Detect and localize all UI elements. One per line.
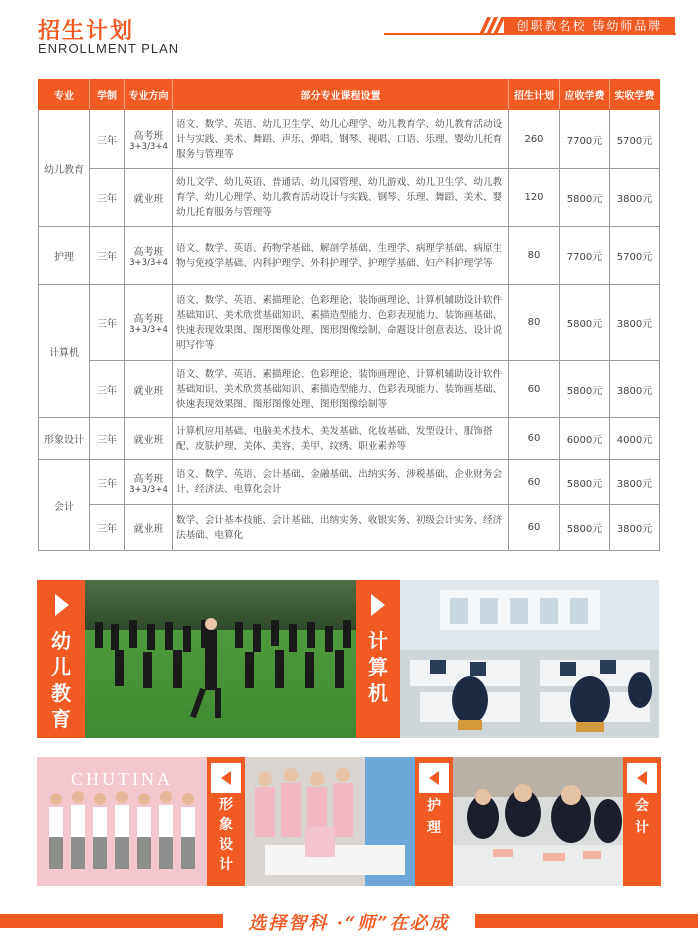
early-ed-label-panel (37, 580, 85, 738)
paid-cell: 3800元 (610, 361, 660, 418)
fee-cell: 5800元 (560, 169, 610, 227)
courses-cell: 计算机应用基础、电脑美术技术、美发基础、化妆基础、发型设计、服饰搭配、皮肤护理、美体、美容、美甲、纹绣、职业素养等 (173, 418, 509, 460)
table-row (39, 110, 660, 169)
fee-cell: 5800元 (560, 285, 610, 361)
major-cell: 形象设计 (39, 418, 90, 460)
header-slogan: 创职教名校 铸幼师品牌 (504, 17, 675, 35)
accounting-label-panel (623, 757, 661, 886)
direction-label: 高考班 (133, 314, 164, 325)
direction-label: 就业班 (133, 385, 164, 397)
accounting-label: 会 计 (635, 798, 649, 836)
header-plan: 招生计划 (509, 80, 560, 110)
early-ed-label: 幼 儿 教 育 (51, 629, 71, 731)
years-cell: 三年 (90, 169, 125, 227)
early-ed-photo (85, 580, 396, 738)
direction-cell (125, 418, 173, 460)
plan-cell: 260 (509, 110, 560, 169)
paid-cell: 3800元 (610, 169, 660, 227)
accounting-photo (453, 757, 623, 886)
paid-cell: 5700元 (610, 110, 660, 169)
fee-cell: 5800元 (560, 505, 610, 551)
nursing-label-panel (415, 757, 453, 886)
page-subtitle: ENROLLMENT PLAN (38, 41, 180, 56)
header-direction: 专业方向 (125, 80, 173, 110)
direction-cell (125, 285, 173, 361)
direction-label: 高考班 (133, 247, 164, 258)
years-cell: 三年 (90, 227, 125, 285)
play-arrow-icon (221, 771, 231, 785)
direction-label: 就业班 (133, 524, 164, 535)
table-header-row (39, 80, 660, 110)
header-stripes (479, 17, 503, 35)
paid-cell: 3800元 (610, 505, 660, 551)
nursing-label: 护 理 (427, 798, 441, 836)
courses-cell: 语文、数学、英语、素描理论、色彩理论、装饰画理论、计算机辅助设计软件基础知识、美术欣赏基础知识、素描造型能力、色彩表现能力、装饰画基础、快速表现效果图、图形图像处理、图形图像绘制等 (173, 361, 509, 418)
major-cell: 护理 (39, 227, 90, 285)
header-paid: 实收学费 (610, 80, 660, 110)
footer (0, 906, 698, 936)
label-tab (419, 763, 449, 793)
plan-cell: 60 (509, 361, 560, 418)
image-design-label: 形 象 设 计 (219, 797, 233, 873)
header-years: 学制 (90, 80, 125, 110)
plan-cell: 80 (509, 227, 560, 285)
computer-label: 计 算 机 (368, 629, 388, 705)
major-cell: 幼儿教育 (39, 110, 90, 227)
plan-cell: 80 (509, 285, 560, 361)
paid-cell: 3800元 (610, 460, 660, 505)
page-title: 招生计划 (38, 19, 135, 44)
plan-cell: 60 (509, 460, 560, 505)
plan-cell: 60 (509, 505, 560, 551)
direction-cell (125, 460, 173, 505)
paid-cell: 5700元 (610, 227, 660, 285)
courses-cell: 数学、会计基本技能、会计基础、出纳实务、收银实务、初级会计实务、经济法基础、电算化 (173, 505, 509, 551)
direction-label: 高考班 (133, 130, 164, 142)
header-fee: 应收学费 (560, 80, 610, 110)
computer-lab-photo (400, 580, 659, 738)
paid-cell: 4000元 (610, 418, 660, 460)
play-arrow-icon (637, 771, 647, 785)
nursing-photo (245, 757, 415, 886)
play-arrow-icon (371, 594, 385, 616)
fee-cell: 5800元 (560, 460, 610, 505)
courses-cell: 语文、数学、英语、素描理论、色彩理论、装饰画理论、计算机辅助设计软件基础知识、美术欣赏基础知识、素描造型能力、色彩表现能力、装饰画基础、快速表现效果图、图形图像处理、图形图像绘制、命题设计创意表达、设计说明写作等 (173, 285, 509, 361)
years-cell: 三年 (90, 361, 125, 418)
courses-cell: 语文、数学、英语、幼儿卫生学、幼儿心理学、幼儿教育学、幼儿教育活动设计与实践、美术、舞蹈、声乐、弹唱、钢琴、视唱、口语、乐理、婴幼儿托育服务与管理等 (173, 110, 509, 169)
salon-sign-text: CHUTINA (71, 769, 173, 789)
computer-label-panel (356, 580, 400, 738)
years-cell: 三年 (90, 285, 125, 361)
courses-cell: 幼儿文学、幼儿英语、普通话、幼儿园管理、幼儿游戏、幼儿卫生学、幼儿教育学、幼儿心理学、幼儿教育活动设计与实践、钢琴、乐理、舞蹈、美术、婴幼儿托育服务与管理等 (173, 169, 509, 227)
enrollment-table (38, 79, 660, 551)
fee-cell: 5800元 (560, 361, 610, 418)
plan-cell: 120 (509, 169, 560, 227)
direction-sub: 3+3/3+4 (129, 484, 168, 495)
major-cell: 计算机 (39, 285, 90, 418)
direction-sub: 3+3/3+4 (129, 141, 168, 152)
header-major: 专业 (39, 80, 90, 110)
courses-cell: 语文、数学、英语、药物学基础、解剖学基础、生理学、病理学基础、病原生物与免疫学基础、内科护理学、外科护理学、护理学基础、妇产科护理学等 (173, 227, 509, 285)
table-row (39, 361, 660, 418)
table-row (39, 227, 660, 285)
direction-sub: 3+3/3+4 (129, 258, 168, 268)
direction-sub: 3+3/3+4 (129, 325, 168, 335)
direction-cell (125, 227, 173, 285)
label-tab (627, 763, 657, 793)
direction-cell (125, 505, 173, 551)
play-arrow-icon (429, 771, 439, 785)
plan-cell: 60 (509, 418, 560, 460)
major-cell: 会计 (39, 460, 90, 551)
fee-cell: 7700元 (560, 227, 610, 285)
image-design-photo (37, 757, 207, 886)
table-row (39, 460, 660, 505)
fee-cell: 7700元 (560, 110, 610, 169)
years-cell: 三年 (90, 418, 125, 460)
courses-cell: 语文、数学、英语、会计基础、金融基础、出纳实务、涉税基础、企业财务会计、经济法、电算化会计 (173, 460, 509, 505)
table-row (39, 285, 660, 361)
direction-label: 高考班 (133, 473, 164, 485)
paid-cell: 3800元 (610, 285, 660, 361)
years-cell: 三年 (90, 110, 125, 169)
table-row (39, 505, 660, 551)
direction-cell (125, 169, 173, 227)
direction-label: 就业班 (133, 194, 164, 205)
fee-cell: 6000元 (560, 418, 610, 460)
table-row (39, 418, 660, 460)
direction-cell (125, 361, 173, 418)
header-courses: 部分专业课程设置 (173, 80, 509, 110)
play-arrow-icon (55, 594, 69, 616)
direction-label: 就业班 (133, 435, 164, 446)
table-row (39, 169, 660, 227)
image-design-label-panel (207, 757, 245, 886)
footer-slogan: 选择智科 ·“师”在必成 (248, 913, 450, 934)
years-cell: 三年 (90, 505, 125, 551)
years-cell: 三年 (90, 460, 125, 505)
direction-cell (125, 110, 173, 169)
label-tab (211, 763, 241, 793)
